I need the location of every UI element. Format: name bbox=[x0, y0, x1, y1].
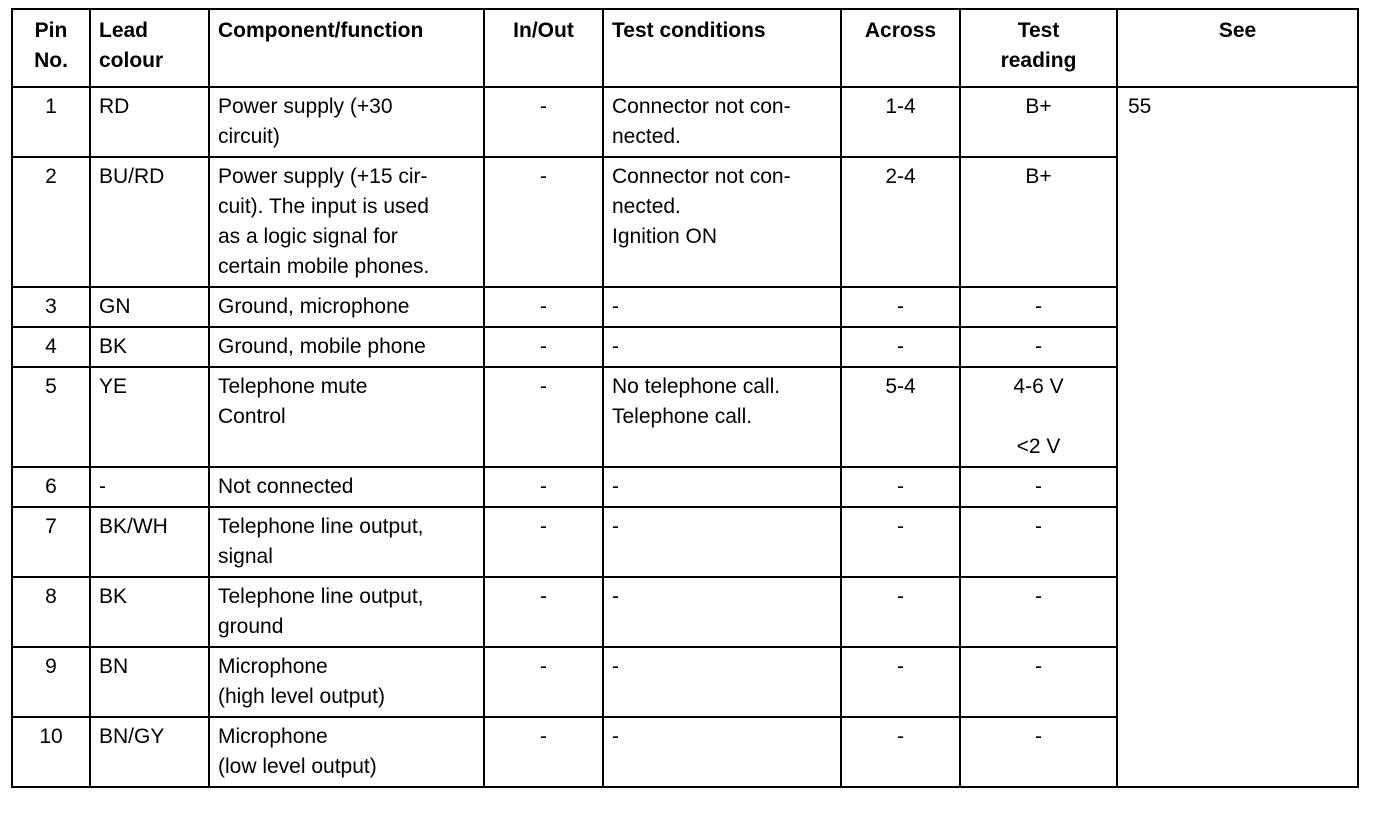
cell-in-out: - bbox=[484, 717, 603, 787]
cell-pin: 4 bbox=[12, 327, 90, 367]
table-header-row bbox=[12, 9, 1358, 87]
cell-test-reading: - bbox=[960, 467, 1117, 507]
cell-test-conditions: - bbox=[603, 507, 841, 577]
cell-across: - bbox=[841, 647, 960, 717]
cell-pin: 2 bbox=[12, 157, 90, 287]
cell-in-out: - bbox=[484, 647, 603, 717]
cell-component-function: Not connected bbox=[209, 467, 484, 507]
cell-test-reading: - bbox=[960, 647, 1117, 717]
cell-in-out: - bbox=[484, 327, 603, 367]
header-see: See bbox=[1117, 9, 1358, 87]
cell-test-reading: - bbox=[960, 717, 1117, 787]
cell-component-function: Telephone line output, ground bbox=[209, 577, 484, 647]
cell-component-function: Microphone (high level output) bbox=[209, 647, 484, 717]
cell-test-conditions: No telephone call. Telephone call. bbox=[603, 367, 841, 467]
header-component-function: Component/function bbox=[209, 9, 484, 87]
header-lead-colour: Lead colour bbox=[90, 9, 209, 87]
header-pin-no: Pin No. bbox=[12, 9, 90, 87]
cell-lead-colour: YE bbox=[90, 367, 209, 467]
cell-test-conditions: Connector not con- nected. bbox=[603, 87, 841, 157]
pin-assignment-table bbox=[11, 8, 1359, 788]
cell-lead-colour: BK bbox=[90, 577, 209, 647]
cell-across: - bbox=[841, 287, 960, 327]
cell-in-out: - bbox=[484, 577, 603, 647]
header-across: Across bbox=[841, 9, 960, 87]
cell-pin: 7 bbox=[12, 507, 90, 577]
cell-component-function: Power supply (+30 circuit) bbox=[209, 87, 484, 157]
cell-across: - bbox=[841, 577, 960, 647]
cell-across: - bbox=[841, 717, 960, 787]
cell-across: 5-4 bbox=[841, 367, 960, 467]
cell-test-conditions: - bbox=[603, 577, 841, 647]
cell-lead-colour: RD bbox=[90, 87, 209, 157]
cell-in-out: - bbox=[484, 287, 603, 327]
cell-lead-colour: - bbox=[90, 467, 209, 507]
cell-pin: 5 bbox=[12, 367, 90, 467]
cell-across: 1-4 bbox=[841, 87, 960, 157]
cell-test-reading: - bbox=[960, 577, 1117, 647]
cell-lead-colour: BU/RD bbox=[90, 157, 209, 287]
header-test-reading: Test reading bbox=[960, 9, 1117, 87]
cell-test-reading: B+ bbox=[960, 157, 1117, 287]
cell-lead-colour: BN/GY bbox=[90, 717, 209, 787]
cell-test-conditions: Connector not con- nected. Ignition ON bbox=[603, 157, 841, 287]
cell-in-out: - bbox=[484, 367, 603, 467]
table-body bbox=[12, 87, 1358, 787]
cell-pin: 6 bbox=[12, 467, 90, 507]
cell-in-out: - bbox=[484, 87, 603, 157]
cell-test-conditions: - bbox=[603, 717, 841, 787]
header-in-out: In/Out bbox=[484, 9, 603, 87]
cell-pin: 9 bbox=[12, 647, 90, 717]
cell-across: - bbox=[841, 507, 960, 577]
cell-in-out: - bbox=[484, 507, 603, 577]
cell-pin: 3 bbox=[12, 287, 90, 327]
cell-lead-colour: GN bbox=[90, 287, 209, 327]
table-row bbox=[12, 87, 1358, 157]
header-test-conditions: Test conditions bbox=[603, 9, 841, 87]
cell-component-function: Microphone (low level output) bbox=[209, 717, 484, 787]
cell-test-conditions: - bbox=[603, 467, 841, 507]
cell-test-reading: 4-6 V <2 V bbox=[960, 367, 1117, 467]
cell-test-conditions: - bbox=[603, 647, 841, 717]
cell-pin: 8 bbox=[12, 577, 90, 647]
cell-pin: 1 bbox=[12, 87, 90, 157]
cell-in-out: - bbox=[484, 467, 603, 507]
cell-lead-colour: BN bbox=[90, 647, 209, 717]
cell-component-function: Power supply (+15 cir- cuit). The input is used as a logic signal for certain mobile phones. bbox=[209, 157, 484, 287]
cell-component-function: Ground, microphone bbox=[209, 287, 484, 327]
cell-across: - bbox=[841, 467, 960, 507]
cell-across: 2-4 bbox=[841, 157, 960, 287]
cell-component-function: Telephone line output, signal bbox=[209, 507, 484, 577]
cell-test-reading: - bbox=[960, 287, 1117, 327]
cell-test-conditions: - bbox=[603, 287, 841, 327]
cell-in-out: - bbox=[484, 157, 603, 287]
cell-across: - bbox=[841, 327, 960, 367]
cell-test-reading: - bbox=[960, 327, 1117, 367]
cell-lead-colour: BK bbox=[90, 327, 209, 367]
cell-test-conditions: - bbox=[603, 327, 841, 367]
cell-see-reference: 55 bbox=[1117, 87, 1358, 787]
cell-component-function: Telephone mute Control bbox=[209, 367, 484, 467]
cell-component-function: Ground, mobile phone bbox=[209, 327, 484, 367]
cell-test-reading: - bbox=[960, 507, 1117, 577]
cell-test-reading: B+ bbox=[960, 87, 1117, 157]
cell-pin: 10 bbox=[12, 717, 90, 787]
cell-lead-colour: BK/WH bbox=[90, 507, 209, 577]
